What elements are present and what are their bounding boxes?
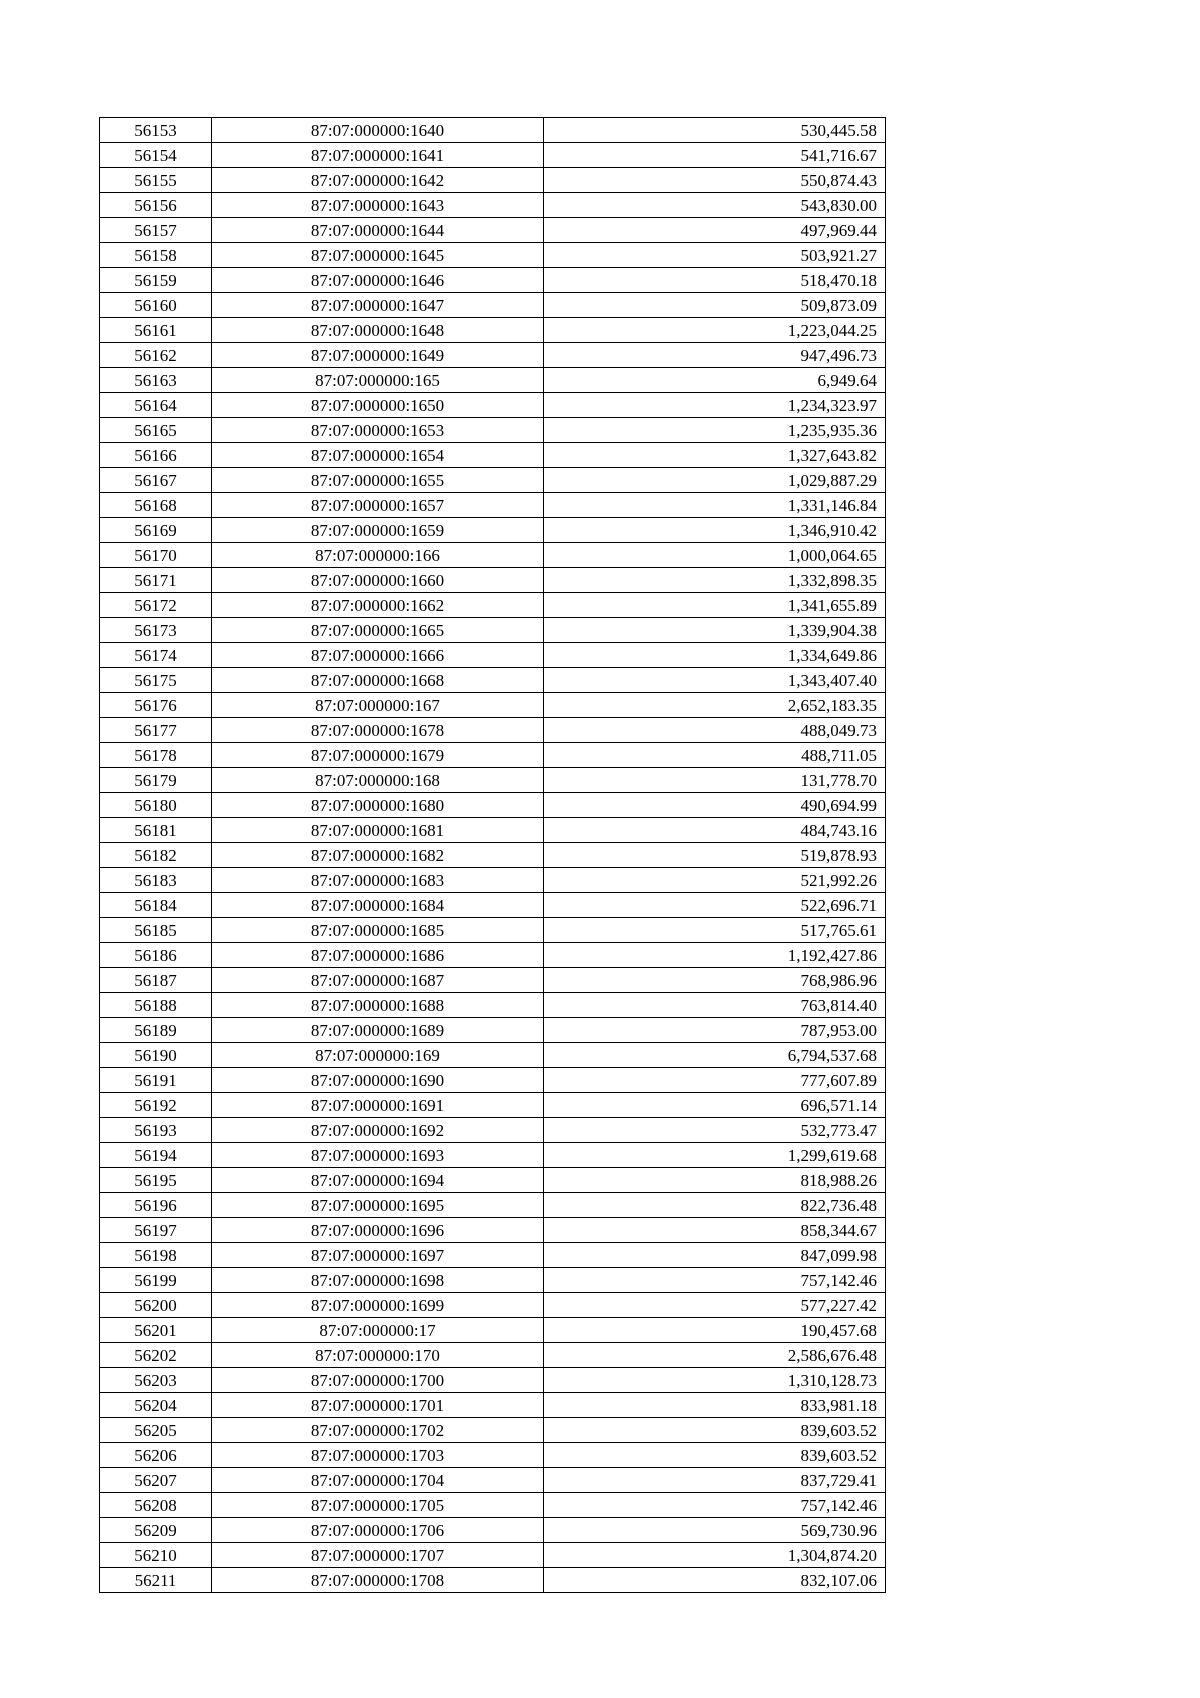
table-row bbox=[100, 1218, 886, 1243]
value-cell: 1,000,064.65 bbox=[544, 543, 886, 568]
value-cell: 787,953.00 bbox=[544, 1018, 886, 1043]
table-row bbox=[100, 993, 886, 1018]
value-cell: 1,332,898.35 bbox=[544, 568, 886, 593]
cadastral-number-cell: 87:07:000000:1642 bbox=[212, 168, 544, 193]
cadastral-number-cell: 87:07:000000:1684 bbox=[212, 893, 544, 918]
row-number-cell: 56191 bbox=[100, 1068, 212, 1093]
row-number-cell: 56165 bbox=[100, 418, 212, 443]
cadastral-number-cell: 87:07:000000:1641 bbox=[212, 143, 544, 168]
cadastral-number-cell: 87:07:000000:1687 bbox=[212, 968, 544, 993]
value-cell: 497,969.44 bbox=[544, 218, 886, 243]
table-row bbox=[100, 1243, 886, 1268]
cadastral-number-cell: 87:07:000000:1644 bbox=[212, 218, 544, 243]
row-number-cell: 56183 bbox=[100, 868, 212, 893]
cadastral-number-cell: 87:07:000000:1668 bbox=[212, 668, 544, 693]
row-number-cell: 56180 bbox=[100, 793, 212, 818]
table-row bbox=[100, 1468, 886, 1493]
row-number-cell: 56197 bbox=[100, 1218, 212, 1243]
row-number-cell: 56188 bbox=[100, 993, 212, 1018]
value-cell: 1,327,643.82 bbox=[544, 443, 886, 468]
cadastral-number-cell: 87:07:000000:1679 bbox=[212, 743, 544, 768]
value-cell: 1,029,887.29 bbox=[544, 468, 886, 493]
value-cell: 757,142.46 bbox=[544, 1493, 886, 1518]
cadastral-number-cell: 87:07:000000:1707 bbox=[212, 1543, 544, 1568]
row-number-cell: 56209 bbox=[100, 1518, 212, 1543]
cadastral-number-cell: 87:07:000000:1694 bbox=[212, 1168, 544, 1193]
row-number-cell: 56153 bbox=[100, 118, 212, 143]
table-row bbox=[100, 118, 886, 143]
value-cell: 696,571.14 bbox=[544, 1093, 886, 1118]
value-cell: 6,949.64 bbox=[544, 368, 886, 393]
table-row bbox=[100, 593, 886, 618]
cadastral-number-cell: 87:07:000000:1666 bbox=[212, 643, 544, 668]
cadastral-number-cell: 87:07:000000:1648 bbox=[212, 318, 544, 343]
table-row bbox=[100, 668, 886, 693]
row-number-cell: 56168 bbox=[100, 493, 212, 518]
table-row bbox=[100, 293, 886, 318]
cadastral-number-cell: 87:07:000000:1662 bbox=[212, 593, 544, 618]
row-number-cell: 56162 bbox=[100, 343, 212, 368]
cadastral-number-cell: 87:07:000000:166 bbox=[212, 543, 544, 568]
table-row bbox=[100, 768, 886, 793]
table-row bbox=[100, 393, 886, 418]
cadastral-number-cell: 87:07:000000:1696 bbox=[212, 1218, 544, 1243]
value-cell: 509,873.09 bbox=[544, 293, 886, 318]
row-number-cell: 56177 bbox=[100, 718, 212, 743]
table-row bbox=[100, 843, 886, 868]
row-number-cell: 56161 bbox=[100, 318, 212, 343]
value-cell: 1,234,323.97 bbox=[544, 393, 886, 418]
cadastral-number-cell: 87:07:000000:1665 bbox=[212, 618, 544, 643]
cadastral-number-cell: 87:07:000000:1708 bbox=[212, 1568, 544, 1593]
table-row bbox=[100, 1418, 886, 1443]
row-number-cell: 56156 bbox=[100, 193, 212, 218]
cadastral-number-cell: 87:07:000000:1681 bbox=[212, 818, 544, 843]
row-number-cell: 56195 bbox=[100, 1168, 212, 1193]
cadastral-number-cell: 87:07:000000:1659 bbox=[212, 518, 544, 543]
table-row bbox=[100, 1268, 886, 1293]
table-row bbox=[100, 868, 886, 893]
row-number-cell: 56187 bbox=[100, 968, 212, 993]
row-number-cell: 56176 bbox=[100, 693, 212, 718]
row-number-cell: 56203 bbox=[100, 1368, 212, 1393]
value-cell: 484,743.16 bbox=[544, 818, 886, 843]
table-row bbox=[100, 1168, 886, 1193]
table-row bbox=[100, 168, 886, 193]
value-cell: 833,981.18 bbox=[544, 1393, 886, 1418]
row-number-cell: 56201 bbox=[100, 1318, 212, 1343]
row-number-cell: 56155 bbox=[100, 168, 212, 193]
value-cell: 519,878.93 bbox=[544, 843, 886, 868]
table-row bbox=[100, 643, 886, 668]
value-cell: 490,694.99 bbox=[544, 793, 886, 818]
cadastral-number-cell: 87:07:000000:1650 bbox=[212, 393, 544, 418]
row-number-cell: 56160 bbox=[100, 293, 212, 318]
value-cell: 1,343,407.40 bbox=[544, 668, 886, 693]
value-cell: 1,223,044.25 bbox=[544, 318, 886, 343]
table-body bbox=[100, 118, 886, 1593]
table-row bbox=[100, 318, 886, 343]
cadastral-number-cell: 87:07:000000:168 bbox=[212, 768, 544, 793]
value-cell: 518,470.18 bbox=[544, 268, 886, 293]
table-row bbox=[100, 968, 886, 993]
row-number-cell: 56206 bbox=[100, 1443, 212, 1468]
value-cell: 550,874.43 bbox=[544, 168, 886, 193]
cadastral-number-cell: 87:07:000000:1660 bbox=[212, 568, 544, 593]
cadastral-number-cell: 87:07:000000:1697 bbox=[212, 1243, 544, 1268]
row-number-cell: 56190 bbox=[100, 1043, 212, 1068]
cadastral-number-cell: 87:07:000000:1699 bbox=[212, 1293, 544, 1318]
row-number-cell: 56163 bbox=[100, 368, 212, 393]
row-number-cell: 56211 bbox=[100, 1568, 212, 1593]
value-cell: 521,992.26 bbox=[544, 868, 886, 893]
value-cell: 541,716.67 bbox=[544, 143, 886, 168]
value-cell: 839,603.52 bbox=[544, 1418, 886, 1443]
value-cell: 190,457.68 bbox=[544, 1318, 886, 1343]
value-cell: 577,227.42 bbox=[544, 1293, 886, 1318]
row-number-cell: 56178 bbox=[100, 743, 212, 768]
row-number-cell: 56181 bbox=[100, 818, 212, 843]
table-row bbox=[100, 1393, 886, 1418]
value-cell: 947,496.73 bbox=[544, 343, 886, 368]
cadastral-number-cell: 87:07:000000:1688 bbox=[212, 993, 544, 1018]
table-row bbox=[100, 143, 886, 168]
table-row bbox=[100, 618, 886, 643]
value-cell: 1,299,619.68 bbox=[544, 1143, 886, 1168]
row-number-cell: 56171 bbox=[100, 568, 212, 593]
table-row bbox=[100, 1118, 886, 1143]
cadastral-number-cell: 87:07:000000:1654 bbox=[212, 443, 544, 468]
table-row bbox=[100, 743, 886, 768]
row-number-cell: 56193 bbox=[100, 1118, 212, 1143]
row-number-cell: 56158 bbox=[100, 243, 212, 268]
value-cell: 569,730.96 bbox=[544, 1518, 886, 1543]
row-number-cell: 56189 bbox=[100, 1018, 212, 1043]
cadastral-number-cell: 87:07:000000:1689 bbox=[212, 1018, 544, 1043]
table-row bbox=[100, 243, 886, 268]
cadastral-number-cell: 87:07:000000:1647 bbox=[212, 293, 544, 318]
cadastral-number-cell: 87:07:000000:1645 bbox=[212, 243, 544, 268]
row-number-cell: 56182 bbox=[100, 843, 212, 868]
cadastral-number-cell: 87:07:000000:1691 bbox=[212, 1093, 544, 1118]
table-row bbox=[100, 1318, 886, 1343]
row-number-cell: 56157 bbox=[100, 218, 212, 243]
cadastral-number-cell: 87:07:000000:1692 bbox=[212, 1118, 544, 1143]
table-row bbox=[100, 1493, 886, 1518]
table-row bbox=[100, 943, 886, 968]
table-row bbox=[100, 818, 886, 843]
table-row bbox=[100, 493, 886, 518]
value-cell: 488,049.73 bbox=[544, 718, 886, 743]
value-cell: 1,310,128.73 bbox=[544, 1368, 886, 1393]
row-number-cell: 56202 bbox=[100, 1343, 212, 1368]
row-number-cell: 56208 bbox=[100, 1493, 212, 1518]
cadastral-number-cell: 87:07:000000:1698 bbox=[212, 1268, 544, 1293]
table-row bbox=[100, 793, 886, 818]
table-row bbox=[100, 543, 886, 568]
value-cell: 488,711.05 bbox=[544, 743, 886, 768]
row-number-cell: 56173 bbox=[100, 618, 212, 643]
row-number-cell: 56175 bbox=[100, 668, 212, 693]
row-number-cell: 56184 bbox=[100, 893, 212, 918]
table-row bbox=[100, 1443, 886, 1468]
row-number-cell: 56204 bbox=[100, 1393, 212, 1418]
table-row bbox=[100, 468, 886, 493]
value-cell: 837,729.41 bbox=[544, 1468, 886, 1493]
row-number-cell: 56210 bbox=[100, 1543, 212, 1568]
value-cell: 822,736.48 bbox=[544, 1193, 886, 1218]
value-cell: 777,607.89 bbox=[544, 1068, 886, 1093]
cadastral-number-cell: 87:07:000000:1646 bbox=[212, 268, 544, 293]
row-number-cell: 56154 bbox=[100, 143, 212, 168]
value-cell: 131,778.70 bbox=[544, 768, 886, 793]
cadastral-number-cell: 87:07:000000:167 bbox=[212, 693, 544, 718]
cadastral-number-cell: 87:07:000000:1643 bbox=[212, 193, 544, 218]
cadastral-number-cell: 87:07:000000:170 bbox=[212, 1343, 544, 1368]
value-cell: 2,652,183.35 bbox=[544, 693, 886, 718]
value-cell: 6,794,537.68 bbox=[544, 1043, 886, 1068]
value-cell: 757,142.46 bbox=[544, 1268, 886, 1293]
cadastral-number-cell: 87:07:000000:1678 bbox=[212, 718, 544, 743]
row-number-cell: 56200 bbox=[100, 1293, 212, 1318]
cadastral-number-cell: 87:07:000000:1686 bbox=[212, 943, 544, 968]
row-number-cell: 56164 bbox=[100, 393, 212, 418]
table-row bbox=[100, 268, 886, 293]
table-row bbox=[100, 343, 886, 368]
value-cell: 543,830.00 bbox=[544, 193, 886, 218]
cadastral-number-cell: 87:07:000000:165 bbox=[212, 368, 544, 393]
value-cell: 532,773.47 bbox=[544, 1118, 886, 1143]
value-cell: 763,814.40 bbox=[544, 993, 886, 1018]
table-row bbox=[100, 1068, 886, 1093]
cadastral-number-cell: 87:07:000000:1700 bbox=[212, 1368, 544, 1393]
cadastral-number-cell: 87:07:000000:1702 bbox=[212, 1418, 544, 1443]
value-cell: 2,586,676.48 bbox=[544, 1343, 886, 1368]
table-row bbox=[100, 1293, 886, 1318]
table-row bbox=[100, 718, 886, 743]
table-row bbox=[100, 218, 886, 243]
row-number-cell: 56179 bbox=[100, 768, 212, 793]
table-row bbox=[100, 693, 886, 718]
row-number-cell: 56207 bbox=[100, 1468, 212, 1493]
cadastral-number-cell: 87:07:000000:1704 bbox=[212, 1468, 544, 1493]
table-row bbox=[100, 443, 886, 468]
data-table bbox=[99, 117, 886, 1593]
value-cell: 1,304,874.20 bbox=[544, 1543, 886, 1568]
value-cell: 839,603.52 bbox=[544, 1443, 886, 1468]
table-row bbox=[100, 1143, 886, 1168]
row-number-cell: 56198 bbox=[100, 1243, 212, 1268]
table-row bbox=[100, 568, 886, 593]
cadastral-number-cell: 87:07:000000:1653 bbox=[212, 418, 544, 443]
table-row bbox=[100, 1193, 886, 1218]
value-cell: 522,696.71 bbox=[544, 893, 886, 918]
cadastral-number-cell: 87:07:000000:169 bbox=[212, 1043, 544, 1068]
row-number-cell: 56186 bbox=[100, 943, 212, 968]
row-number-cell: 56205 bbox=[100, 1418, 212, 1443]
row-number-cell: 56169 bbox=[100, 518, 212, 543]
cadastral-number-cell: 87:07:000000:1655 bbox=[212, 468, 544, 493]
cadastral-number-cell: 87:07:000000:1685 bbox=[212, 918, 544, 943]
value-cell: 1,341,655.89 bbox=[544, 593, 886, 618]
table-row bbox=[100, 1018, 886, 1043]
value-cell: 1,339,904.38 bbox=[544, 618, 886, 643]
table-row bbox=[100, 518, 886, 543]
row-number-cell: 56196 bbox=[100, 1193, 212, 1218]
table-row bbox=[100, 918, 886, 943]
row-number-cell: 56194 bbox=[100, 1143, 212, 1168]
row-number-cell: 56166 bbox=[100, 443, 212, 468]
value-cell: 832,107.06 bbox=[544, 1568, 886, 1593]
cadastral-number-cell: 87:07:000000:1703 bbox=[212, 1443, 544, 1468]
value-cell: 530,445.58 bbox=[544, 118, 886, 143]
row-number-cell: 56159 bbox=[100, 268, 212, 293]
cadastral-number-cell: 87:07:000000:1680 bbox=[212, 793, 544, 818]
table-row bbox=[100, 193, 886, 218]
value-cell: 1,331,146.84 bbox=[544, 493, 886, 518]
table-row bbox=[100, 1543, 886, 1568]
table-row bbox=[100, 418, 886, 443]
row-number-cell: 56174 bbox=[100, 643, 212, 668]
cadastral-number-cell: 87:07:000000:1695 bbox=[212, 1193, 544, 1218]
cadastral-number-cell: 87:07:000000:1701 bbox=[212, 1393, 544, 1418]
value-cell: 1,334,649.86 bbox=[544, 643, 886, 668]
value-cell: 768,986.96 bbox=[544, 968, 886, 993]
cadastral-number-cell: 87:07:000000:1705 bbox=[212, 1493, 544, 1518]
cadastral-number-cell: 87:07:000000:1657 bbox=[212, 493, 544, 518]
value-cell: 858,344.67 bbox=[544, 1218, 886, 1243]
row-number-cell: 56192 bbox=[100, 1093, 212, 1118]
row-number-cell: 56167 bbox=[100, 468, 212, 493]
row-number-cell: 56172 bbox=[100, 593, 212, 618]
cadastral-number-cell: 87:07:000000:1649 bbox=[212, 343, 544, 368]
table-row bbox=[100, 1043, 886, 1068]
row-number-cell: 56185 bbox=[100, 918, 212, 943]
cadastral-number-cell: 87:07:000000:1690 bbox=[212, 1068, 544, 1093]
row-number-cell: 56199 bbox=[100, 1268, 212, 1293]
table-row bbox=[100, 1343, 886, 1368]
table-row bbox=[100, 1568, 886, 1593]
table-row bbox=[100, 893, 886, 918]
table-row bbox=[100, 1368, 886, 1393]
value-cell: 818,988.26 bbox=[544, 1168, 886, 1193]
value-cell: 503,921.27 bbox=[544, 243, 886, 268]
value-cell: 1,235,935.36 bbox=[544, 418, 886, 443]
cadastral-number-cell: 87:07:000000:17 bbox=[212, 1318, 544, 1343]
value-cell: 1,346,910.42 bbox=[544, 518, 886, 543]
cadastral-number-cell: 87:07:000000:1640 bbox=[212, 118, 544, 143]
table-row bbox=[100, 368, 886, 393]
cadastral-number-cell: 87:07:000000:1706 bbox=[212, 1518, 544, 1543]
value-cell: 517,765.61 bbox=[544, 918, 886, 943]
row-number-cell: 56170 bbox=[100, 543, 212, 568]
cadastral-number-cell: 87:07:000000:1683 bbox=[212, 868, 544, 893]
table-row bbox=[100, 1518, 886, 1543]
value-cell: 847,099.98 bbox=[544, 1243, 886, 1268]
value-cell: 1,192,427.86 bbox=[544, 943, 886, 968]
table-row bbox=[100, 1093, 886, 1118]
cadastral-number-cell: 87:07:000000:1693 bbox=[212, 1143, 544, 1168]
cadastral-number-cell: 87:07:000000:1682 bbox=[212, 843, 544, 868]
